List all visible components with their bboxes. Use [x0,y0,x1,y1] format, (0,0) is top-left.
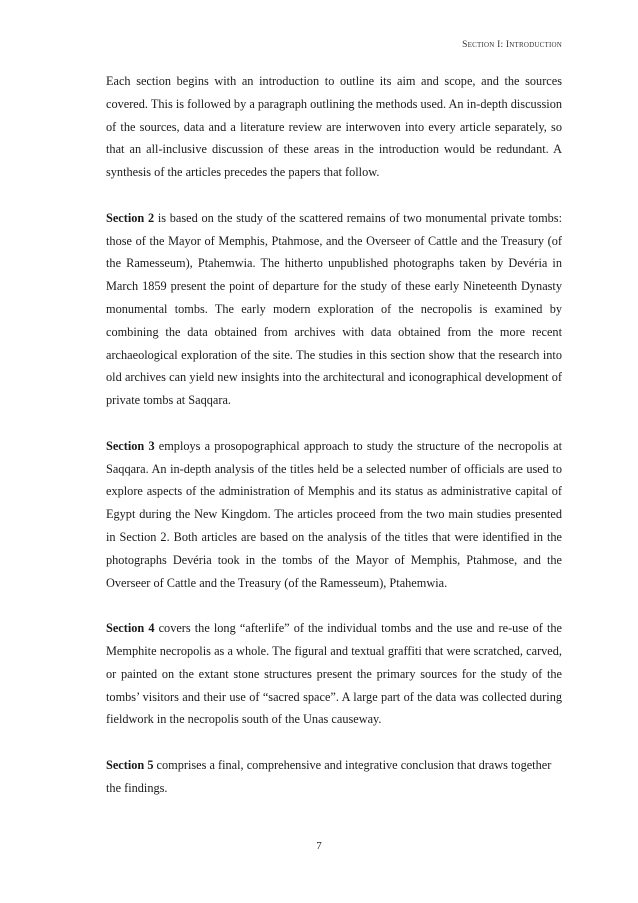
paragraph-section-2 [106,207,562,412]
section-heading: Section 2 [106,210,155,225]
paragraph-text: covers the long “afterlife” of the individual tombs and the use and re-use of the Memphite necropolis as a whole. The figural and textual graffiti that were scratched, carved, or painted on the extant stone structures present the primary sources for the study of the tombs’ visitors and their use of “sacred space”. A large part of the data was collected during fieldwork in the necropolis south of the Unas causeway. [106,621,563,727]
section-heading: Section 4 [106,621,155,636]
paragraph-section-4 [106,617,562,731]
paragraph-section-5 [106,754,562,800]
page-number: 7 [316,840,322,852]
paragraph-text: comprises a final, comprehensive and integrative conclusion that draws together the findings. [106,757,552,795]
paragraph-text: employs a prosopographical approach to study the structure of the necropolis at Saqqara. An in-depth analysis of the titles held be a selected number of officials are used to explore aspects of the administration of Memphis and its status as administrative capital of Egypt during the New Kingdom. The articles proceed from the two main studies presented in Section 2. Both articles are based on the analysis of the titles that were identified in the photographs Devéria took in the tombs of the Mayor of Memphis, Ptahmose, and the Overseer of Cattle and the Treasury (of the Ramesseum), Ptahemwia. [106,438,562,590]
running-header: Section I: Introduction [462,40,562,50]
paragraph-intro [106,70,562,184]
section-heading: Section 3 [106,438,155,453]
paragraph-text: Each section begins with an introduction to outline its aim and scope, and the sources covered. This is followed by a paragraph outlining the methods used. An in-depth discussion of the sources, data and a literature review are interwoven into every article separately, so that an all-inclusive discussion of these areas in the introduction would be redundant. A synthesis of the articles precedes the papers that follow. [106,74,562,180]
section-heading: Section 5 [106,757,154,772]
paragraph-section-3 [106,435,562,595]
body-text [106,70,562,822]
paragraph-text: is based on the study of the scattered remains of two monumental private tombs: those of the Mayor of Memphis, Ptahmose, and the Overseer of Cattle and the Treasury (of the Ramesseum), Ptahemwia. The hitherto unpublished photographs taken by Devéria in March 1859 present the point of departure for the study of these early Nineteenth Dynasty monumental tombs. The early modern exploration of the necropolis is examined by combining the data obtained from archives with data obtained from the more recent archaeological exploration of the site. The studies in this section show that the research into old archives can yield new insights into the architectural and iconographical development of private tombs at Saqqara. [106,210,562,408]
